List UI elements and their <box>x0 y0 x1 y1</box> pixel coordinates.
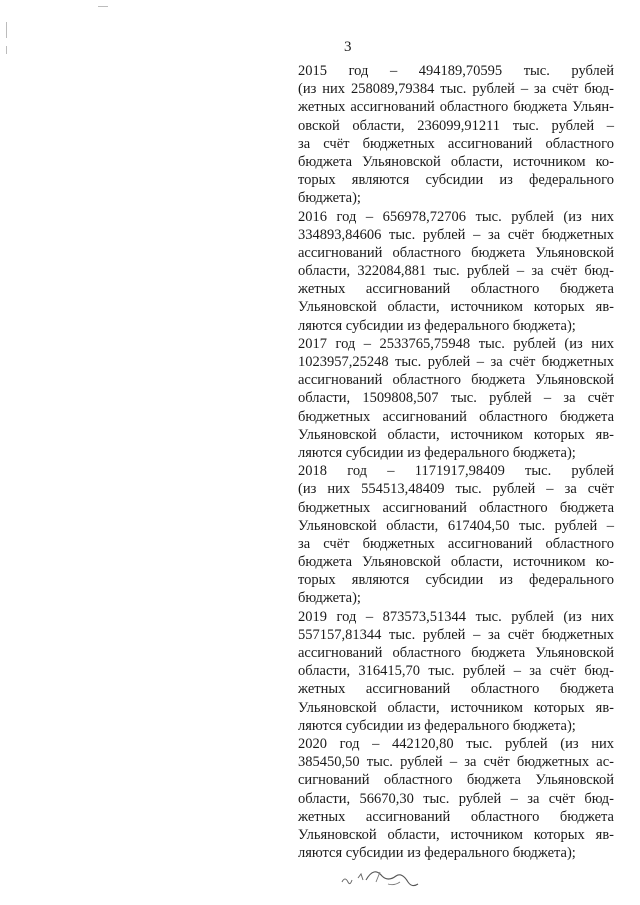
text-line: 2018 год – 1171917,98409 тыс. рублей <box>298 463 614 480</box>
text-line: 2015 год – 494189,70595 тыс. рублей <box>298 63 614 79</box>
text-line: бюджетных ассигнований областного бюджета <box>298 499 614 516</box>
text-line: Ульяновской области, источником которых яв- <box>298 426 614 443</box>
page-number: 3 <box>344 39 352 55</box>
text-line: 557157,81344 тыс. рублей – за счёт бюджетных <box>298 626 614 643</box>
text-line: ляются субсидии из федерального бюджета); <box>298 845 576 862</box>
text-line: торых являются субсидии из федерального <box>298 172 614 189</box>
text-line: бюджета Ульяновской области, источником ко- <box>298 153 614 170</box>
text-line: ляются субсидии из федерального бюджета); <box>298 317 576 334</box>
text-line: (из них 554513,48409 тыс. рублей – за счёт <box>298 481 614 498</box>
text-line: 1023957,25248 тыс. рублей – за счёт бюджетных <box>298 354 614 370</box>
text-line: овской области, 236099,91211 тыс. рублей – <box>298 117 614 134</box>
text-line: 385450,50 тыс. рублей – за счёт бюджетных ас- <box>298 754 614 771</box>
text-line: за счёт бюджетных ассигнований областного <box>298 535 614 552</box>
scan-artifact-mark <box>6 22 7 38</box>
text-line: Ульяновской области, источником которых яв- <box>298 826 614 843</box>
text-line: области, 322084,881 тыс. рублей – за счёт бюд- <box>298 263 614 280</box>
text-line: 2019 год – 873573,51344 тыс. рублей (из них <box>298 608 614 625</box>
text-line: жетных ассигнований областного бюджета <box>298 281 614 298</box>
text-line: бюджета); <box>298 590 361 607</box>
text-line: жетных ассигнований областного бюджета Ульян- <box>298 99 614 116</box>
text-line: жетных ассигнований областного бюджета <box>298 681 614 698</box>
text-line: ассигнований областного бюджета Ульяновской <box>298 372 614 389</box>
text-line: Ульяновской области, 617404,50 тыс. рублей – <box>298 517 614 534</box>
budget-text-column <box>298 62 614 862</box>
text-line: ассигнований областного бюджета Ульяновской <box>298 244 614 261</box>
text-line: 2017 год – 2533765,75948 тыс. рублей (из них <box>298 335 614 352</box>
text-line: бюджета Ульяновской области, источником ко- <box>298 554 614 571</box>
scan-artifact-mark <box>6 46 7 54</box>
text-line: торых являются субсидии из федерального <box>298 572 614 589</box>
text-line: области, 316415,70 тыс. рублей – за счёт бюд- <box>298 663 614 680</box>
text-line: бюджетных ассигнований областного бюджета <box>298 408 614 425</box>
text-line: ляются субсидии из федерального бюджета); <box>298 717 576 734</box>
signature-initials <box>336 858 426 892</box>
text-line: Ульяновской области, источником которых яв- <box>298 699 614 716</box>
text-line: ляются субсидии из федерального бюджета); <box>298 444 576 461</box>
text-line: 334893,84606 тыс. рублей – за счёт бюджетных <box>298 226 614 243</box>
text-line: ассигнований областного бюджета Ульяновской <box>298 645 614 661</box>
text-line: (из них 258089,79384 тыс. рублей – за счёт бюд- <box>298 81 614 98</box>
text-line: Ульяновской области, источником которых яв- <box>298 299 614 316</box>
scan-artifact-mark <box>98 6 108 7</box>
text-line: области, 56670,30 тыс. рублей – за счёт бюд- <box>298 790 614 807</box>
text-line: 2020 год – 442120,80 тыс. рублей (из них <box>298 735 614 752</box>
text-line: бюджета); <box>298 190 361 207</box>
text-line: за счёт бюджетных ассигнований областного <box>298 135 614 152</box>
text-line: области, 1509808,507 тыс. рублей – за счёт <box>298 390 614 407</box>
text-line: 2016 год – 656978,72706 тыс. рублей (из них <box>298 208 614 225</box>
text-line: жетных ассигнований областного бюджета <box>298 808 614 825</box>
text-line: сигнований областного бюджета Ульяновской <box>298 772 614 789</box>
